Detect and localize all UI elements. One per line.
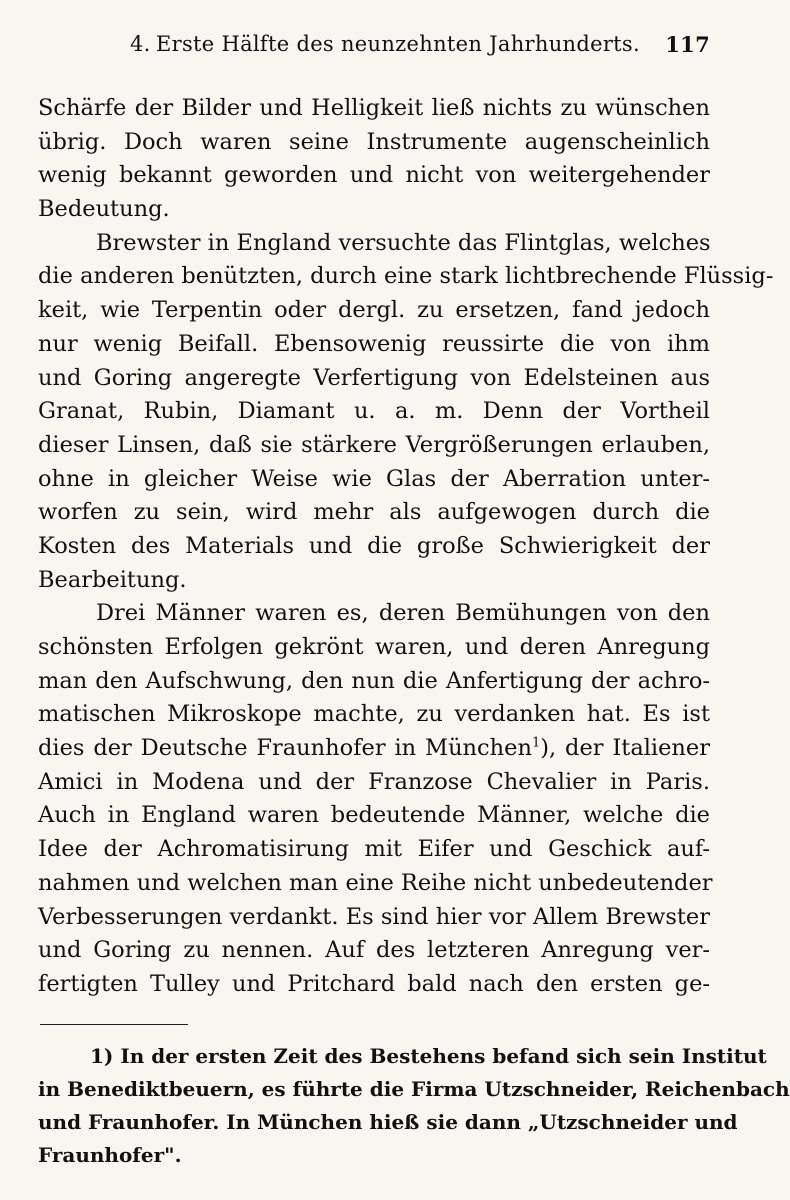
text-line: ohne in gleicher Weise wie Glas der Aberration unter- [38,465,710,492]
text-line: schönsten Erfolgen gekrönt waren, und deren Anregung [38,634,710,660]
text-line: die anderen benützten, durch eine stark lichtbrechende Flüssig- [38,263,774,290]
chapter-number: 4. [130,32,151,56]
footnote-line: in Benediktbeuern, es führte die Firma Utzschneider, Reichenbach [38,1077,790,1101]
footnote-divider [40,1024,188,1025]
text-line: Bearbeitung. [38,566,187,593]
text-line: Schärfe der Bilder und Helligkeit ließ nichts zu wünschen [38,95,710,121]
text-line: Auch in England waren bedeutende Männer, welche die [38,802,710,829]
page-number: 117 [665,32,710,57]
text-line: worfen zu sein, wird mehr als aufgewogen durch die [38,499,710,526]
text-line: übrig. Doch waren seine Instrumente augenscheinlich [38,128,710,155]
text-line: matischen Mikroskope machte, zu verdanken hat. Es ist [38,701,710,728]
text-segment: ), der Italiener [540,735,710,762]
text-line: Kosten des Materials und die große Schwierigkeit der [38,532,710,559]
text-line: man den Aufschwung, den nun die Anfertigung der achro- [38,667,710,694]
running-header [38,28,710,62]
text-line: dieser Linsen, daß sie stärkere Vergrößerungen erlauben, [38,431,710,458]
footnote-text: In der ersten Zeit des Bestehens befand sich sein Institut [120,1044,767,1068]
text-line: fertigten Tulley und Pritchard bald nach den ersten ge- [38,970,710,997]
text-line: keit, wie Terpentin oder dergl. zu ersetzen, fand jedoch [38,297,710,324]
footnote [38,1040,790,1172]
text-line: Granat, Rubin, Diamant u. a. m. Denn der Vortheil [38,398,710,425]
footnote-reference: 1 [531,735,541,751]
footnote-marker: 1) [90,1044,114,1068]
text-line: Verbesserungen verdankt. Es sind hier vor Allem Brewster [38,903,710,930]
text-line: und Goring zu nennen. Auf des letzteren Anregung ver- [38,937,710,964]
text-line: Brewster in England versuchte das Flintglas, welches [96,229,711,256]
text-line: wenig bekannt geworden und nicht von weitergehender [38,162,710,189]
footnote-line: Fraunhofer". [38,1143,182,1167]
text-line: Amici in Modena und der Franzose Chevalier in Paris. [38,768,710,795]
chapter-title: Erste Hälfte des neunzehnten Jahrhunderts. [156,32,640,56]
text-line: Drei Männer waren es, deren Bemühungen von den [96,600,710,627]
text-line: nahmen und welchen man eine Reihe nicht unbedeutender [38,869,713,896]
body-text [38,92,774,1002]
text-line: Idee der Achromatisirung mit Eifer und Geschick auf- [38,836,710,863]
text-line: und Goring angeregte Verfertigung von Edelsteinen aus [38,364,710,391]
footnote-line [38,1040,767,1073]
footnote-line: und Fraunhofer. In München hieß sie dann „Utzschneider und [38,1110,738,1134]
text-line: nur wenig Beifall. Ebensowenig reussirte die von ihm [38,330,710,357]
text-line-with-footnote-ref [38,732,710,766]
text-segment: dies der Deutsche Fraunhofer in München [38,735,532,762]
text-line: Bedeutung. [38,196,170,223]
